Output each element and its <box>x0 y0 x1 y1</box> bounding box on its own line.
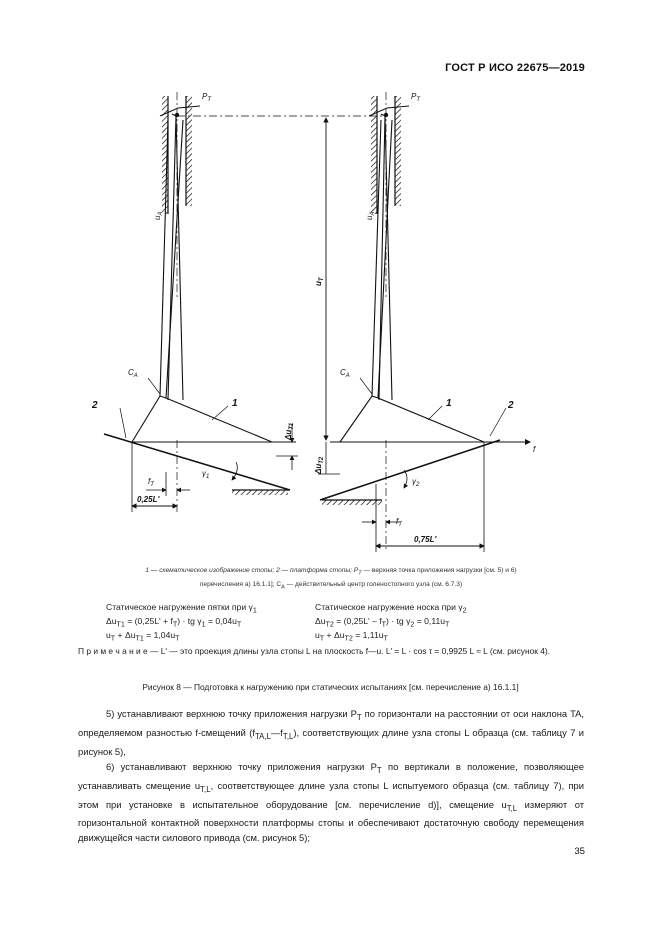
pt-left-label: $P_T$ <box>202 92 212 103</box>
ua-right-label: $u_A$ <box>365 211 376 220</box>
figure-caption: Рисунок 8 — Подготовка к нагружению при статических испытаниях [см. перечисление а) 16.1.1] <box>142 682 519 692</box>
page-number: 35 <box>574 846 585 857</box>
label-1-left: 1 <box>232 398 238 409</box>
ft-right-label: $f_T$ <box>396 517 402 528</box>
dim-025l-label: 0,25L' <box>137 495 160 504</box>
dim-075l-label: 0,75L' <box>414 535 437 544</box>
paragraph-5: 5) устанавливают верхнюю точку приложения нагрузки $P_T$ по горизонтали на расстоянии от оси наклона TA, определяемом разностью f-смещений $(f_{TA,L}—f_{T,L})$, соответствующих длине узла стопы L образца (см. таблицу 7 и рисунок 5), <box>78 708 585 757</box>
paragraph-6: 6) устанавливают верхнюю точку приложения нагрузки $P_T$ по вертикали в положение, позволяющее устанавливать смещение $u_{T,L}$, соответствующее длине узла стопы L испытуемого образца (см. таблицу 7), при этом при установке в испытательное оборудование [см. перечисление d)], смещение $u_{T,L}$ измеряют от горизонтальной контактной поверхности платформы стопы и обеспечивают достаточную свободу перемещения движущейся части силового привода (см. рисунок 5); <box>78 760 584 844</box>
ut-label: $u_T$ <box>314 277 325 286</box>
right-pylon <box>369 92 409 400</box>
figure-legend: 1 — схематическое изображение стопы; 2 — платформа стопы; $P_T$ — верхняя точка приложения нагрузки [см. 5) и 6) перечисления а) 16.1.1]; $C_A$ — действительный центр голеностопного узла (см. 6.7.3) <box>145 567 517 591</box>
document-header: ГОСТ Р ИСО 22675—2019 <box>445 62 585 74</box>
toe-formula-2: $u_T + \Delta u_{T2} = 1,11u_T$ <box>315 630 388 644</box>
gamma2-label: $\gamma_2$ <box>412 477 420 488</box>
ca-right-label: $C_A$ <box>340 368 350 379</box>
delta-ut2-label: $\Delta u_{T2}$ <box>314 456 325 474</box>
figure-note <box>78 645 584 658</box>
heel-formula-2: $u_T + \Delta u_{T1} = 1,04u_T$ <box>106 630 180 644</box>
delta-ut1-label: $\Delta u_{T1}$ <box>284 422 295 440</box>
axis-f-label: f <box>533 445 536 454</box>
label-2-left: 2 <box>92 400 98 411</box>
ft-left-label: $f_T$ <box>148 477 154 488</box>
note-text: — L' — это проекция длины узла стопы L на плоскость f—u. L' = L · cos τ = 0,9925 L ≈ L (см. рисунок 4). <box>147 646 550 656</box>
heel-loading-formulas <box>106 602 257 645</box>
ua-left-label: $u_A$ <box>153 211 164 220</box>
label-1-right: 1 <box>446 398 452 409</box>
toe-formula-1: $\Delta u_{T2} = (0,25L' - f_T)$ · tg $\gamma_2 = 0,11u_T$ <box>315 616 450 629</box>
right-foot <box>318 120 530 552</box>
body-text <box>78 706 584 845</box>
note-label: П р и м е ч а н и е <box>78 646 148 656</box>
heel-formula-1: $\Delta u_{T1} = (0,25L' + f_T)$ · tg $\gamma_1 = 0,04u_T$ <box>106 616 242 629</box>
ca-left-label: $C_A$ <box>128 368 138 379</box>
pt-right-label: $P_T$ <box>411 92 421 103</box>
left-pylon <box>160 92 200 400</box>
toe-title: Статическое нагружение носка при $\gamma_2$ <box>315 602 467 615</box>
toe-loading-formulas <box>315 602 467 645</box>
label-2-right: 2 <box>508 400 514 411</box>
left-foot <box>104 120 298 512</box>
gamma1-label: $\gamma_1$ <box>202 469 210 480</box>
heel-title: Статическое нагружение пятки при $\gamma_1$ <box>106 602 257 615</box>
